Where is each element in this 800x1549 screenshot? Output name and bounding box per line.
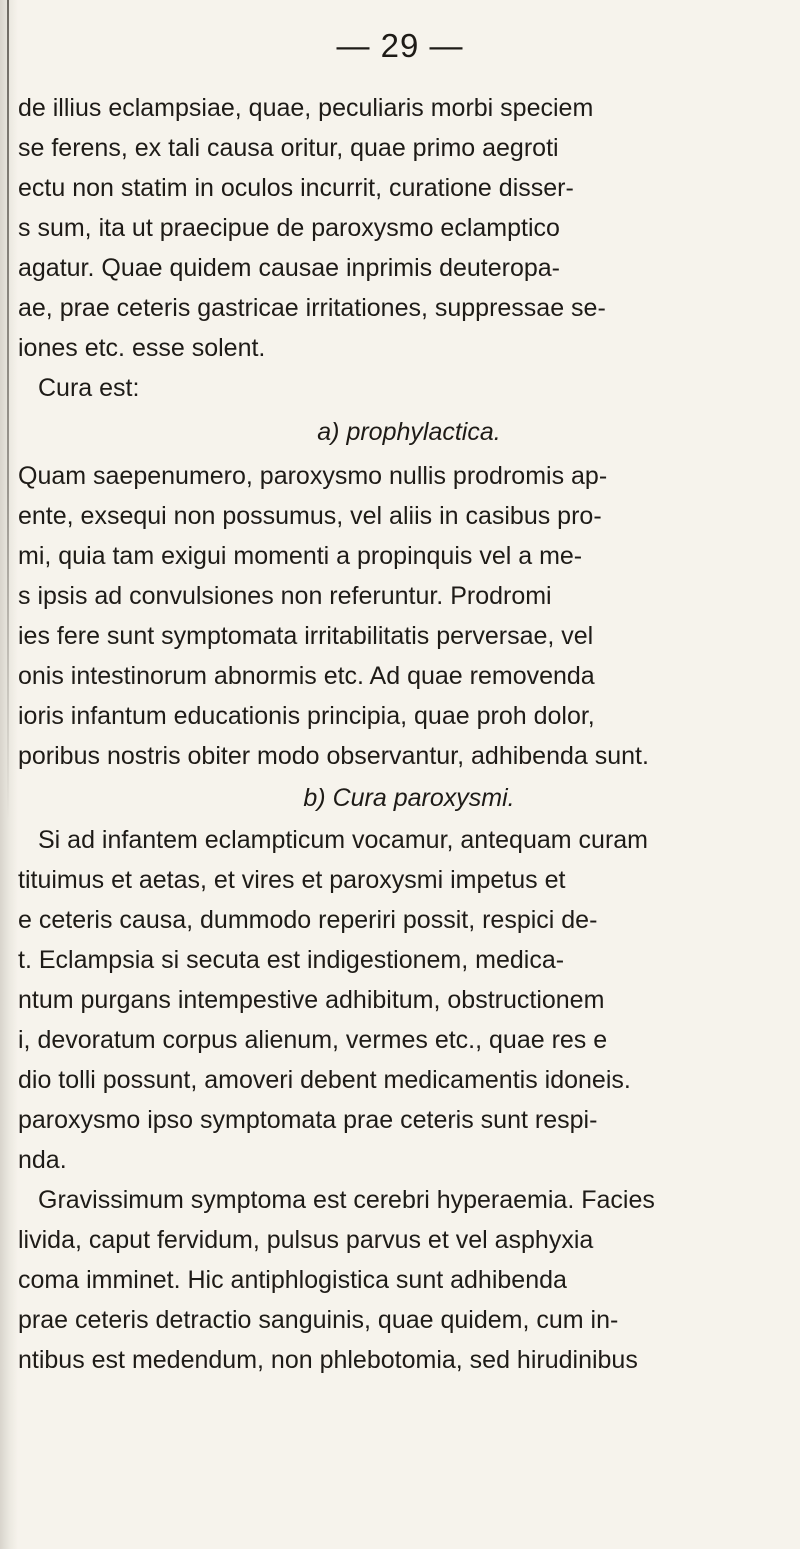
text-line: prae ceteris detractio sanguinis, quae quidem, cum in- bbox=[18, 1306, 619, 1334]
text-line: de illius eclampsiae, quae, peculiaris morbi speciem bbox=[18, 94, 594, 122]
text-line: iones etc. esse solent. bbox=[18, 334, 266, 362]
text-line: ntum purgans intempestive adhibitum, obstructionem bbox=[18, 986, 605, 1014]
text-line: ectu non statim in oculos incurrit, curatione disser- bbox=[18, 174, 574, 202]
section-heading-cura: Cura est: bbox=[38, 374, 140, 402]
text-line: tituimus et aetas, et vires et paroxysmi impetus et bbox=[18, 866, 566, 894]
text-line: se ferens, ex tali causa oritur, quae primo aegroti bbox=[18, 134, 559, 162]
text-line: agatur. Quae quidem causae inprimis deuteropa- bbox=[18, 254, 560, 282]
subsection-heading-a: a) prophylactica. bbox=[317, 418, 501, 446]
text-line: s sum, ita ut praecipue de paroxysmo eclamptico bbox=[18, 214, 560, 242]
text-line: e ceteris causa, dummodo reperiri possit, respici de- bbox=[18, 906, 598, 934]
text-line: livida, caput fervidum, pulsus parvus et vel asphyxia bbox=[18, 1226, 594, 1254]
text-line: onis intestinorum abnormis etc. Ad quae removenda bbox=[18, 662, 595, 690]
binding-edge bbox=[7, 0, 9, 820]
subsection-heading-b: b) Cura paroxysmi. bbox=[303, 784, 515, 812]
text-line: ioris infantum educationis principia, quae proh dolor, bbox=[18, 702, 595, 730]
text-line: t. Eclampsia si secuta est indigestionem, medica- bbox=[18, 946, 565, 974]
text-line: ente, exsequi non possumus, vel aliis in casibus pro- bbox=[18, 502, 602, 530]
text-line: ies fere sunt symptomata irritabilitatis perversae, vel bbox=[18, 622, 594, 650]
text-line: coma imminet. Hic antiphlogistica sunt adhibenda bbox=[18, 1266, 567, 1294]
text-line: nda. bbox=[18, 1146, 67, 1174]
text-line: ae, prae ceteris gastricae irritationes, suppressae se- bbox=[18, 294, 606, 322]
text-line: mi, quia tam exigui momenti a propinquis vel a me- bbox=[18, 542, 583, 570]
page-number: — 29 — bbox=[336, 27, 464, 64]
text-line: ntibus est medendum, non phlebotomia, sed hirudinibus bbox=[18, 1346, 638, 1374]
text-line: Quam saepenumero, paroxysmo nullis prodromis ap- bbox=[18, 462, 608, 490]
text-line: Gravissimum symptoma est cerebri hyperaemia. Facies bbox=[38, 1186, 655, 1214]
text-line: poribus nostris obiter modo observantur, adhibenda sunt. bbox=[18, 742, 649, 770]
text-line: dio tolli possunt, amoveri debent medicamentis idoneis. bbox=[18, 1066, 631, 1094]
page-gutter-shadow bbox=[0, 0, 18, 1549]
text-line: i, devoratum corpus alienum, vermes etc., quae res e bbox=[18, 1026, 608, 1054]
text-line: paroxysmo ipso symptomata prae ceteris sunt respi- bbox=[18, 1106, 598, 1134]
text-line: s ipsis ad convulsiones non referuntur. Prodromi bbox=[18, 582, 552, 610]
text-line: Si ad infantem eclampticum vocamur, antequam curam bbox=[38, 826, 648, 854]
